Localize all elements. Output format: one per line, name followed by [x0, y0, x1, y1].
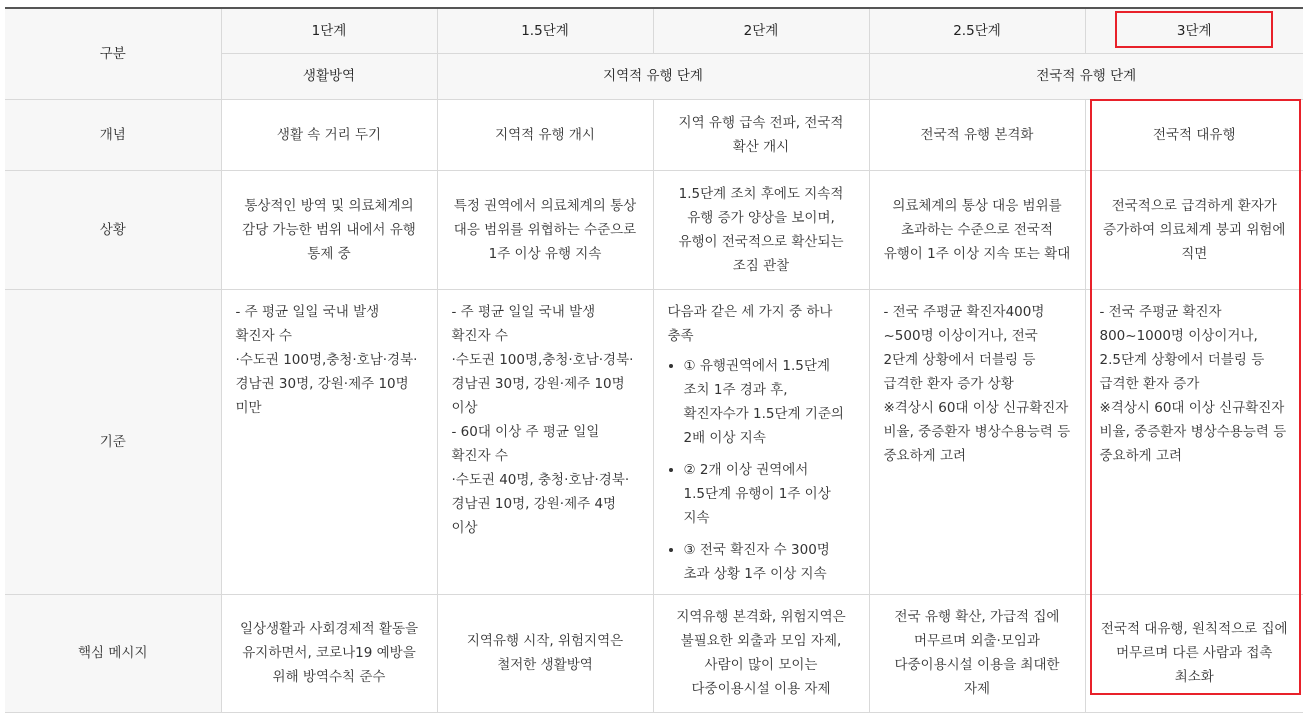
group-life-quarantine: 생활방역: [221, 53, 437, 99]
situation-cell: 의료체계의 통상 대응 범위를 초과하는 수준으로 전국적 유행이 1주 이상 지속 또는 확대: [869, 170, 1085, 289]
criteria-line: ·수도권 40명, 충청·호남·경북·경남권 10명, 강원·제주 4명 이상: [451, 471, 630, 536]
criteria-list-item: • ① 유행권역에서 1.5단계 조치 1주 경과 후, 확진자수가 1.5단계 기준의 2배 이상 지속: [684, 354, 855, 450]
message-cell: 전국적 대유행, 원칙적으로 집에 머무르며 다른 사람과 접촉 최소화: [1085, 594, 1303, 712]
row-label-situation: 상황: [5, 170, 221, 289]
situation-cell: 특정 권역에서 의료체계의 통상 대응 범위를 위협하는 수준으로 1주 이상 유행 지속: [437, 170, 653, 289]
criteria-line: - 전국 주평균 확진자 800~1000명 이상이거나, 2.5단계 상황에서 더블링 등 급격한 환자 증가: [1099, 303, 1265, 392]
message-cell: 전국 유행 확산, 가급적 집에 머무르며 외출·모임과 다중이용시설 이용을 최대한 자제: [869, 594, 1085, 712]
criteria-line: - 60대 이상 주 평균 일일 확진자 수: [451, 423, 600, 464]
situation-cell: 통상적인 방역 및 의료체계의 감당 가능한 범위 내에서 유행 통제 중: [221, 170, 437, 289]
stage-2-5-header: 2.5단계: [869, 8, 1085, 53]
concept-cell: 생활 속 거리 두기: [221, 99, 437, 170]
group-regional-epidemic: 지역적 유행 단계: [437, 53, 869, 99]
row-label-criteria: 기준: [5, 289, 221, 594]
message-cell: 지역유행 시작, 위험지역은 철저한 생활방역: [437, 594, 653, 712]
concept-cell: 전국적 유행 본격화: [869, 99, 1085, 170]
distancing-stage-table: [5, 7, 1303, 713]
message-cell: 지역유행 본격화, 위험지역은 불필요한 외출과 모임 자제, 사람이 많이 모이는 다중이용시설 이용 자제: [653, 594, 869, 712]
criteria-cell-stage-2: [653, 289, 869, 594]
criteria-line: - 주 평균 일일 국내 발생 확진자 수: [235, 303, 380, 344]
stage-1-header: 1단계: [221, 8, 437, 53]
concept-cell: 지역적 유행 개시: [437, 99, 653, 170]
criteria-line: ·수도권 100명,충청·호남·경북·경남권 30명, 강원·제주 10명 미만: [235, 351, 418, 416]
criteria-list-item: • ③ 전국 확진자 수 300명 초과 상황 1주 이상 지속: [684, 538, 855, 586]
criteria-line: - 주 평균 일일 국내 발생 확진자 수: [451, 303, 596, 344]
criteria-line: - 전국 주평균 확진자400명 ~500명 이상이거나, 전국 2단계 상황에서 더블링 등 급격한 환자 증가 상황: [883, 303, 1045, 392]
message-cell: 일상생활과 사회경제적 활동을 유지하면서, 코로나19 예방을 위해 방역수칙 준수: [221, 594, 437, 712]
criteria-cell-stage-1-5: [437, 289, 653, 594]
row-label-concept: 개념: [5, 99, 221, 170]
concept-cell: 전국적 대유행: [1085, 99, 1303, 170]
situation-cell: 전국적으로 급격하게 환자가 증가하여 의료체계 붕괴 위험에 직면: [1085, 170, 1303, 289]
criteria-line: ·수도권 100명,충청·호남·경북·경남권 30명, 강원·제주 10명 이상: [451, 351, 634, 416]
stage-1-5-header: 1.5단계: [437, 8, 653, 53]
criteria-cell-stage-3: [1085, 289, 1303, 594]
criteria-line: ※격상시 60대 이상 신규확진자 비율, 중증환자 병상수용능력 등 중요하게 고려: [1099, 399, 1287, 464]
situation-cell: 1.5단계 조치 후에도 지속적 유행 증가 양상을 보이며, 유행이 전국적으로 확산되는 조짐 관찰: [653, 170, 869, 289]
criteria-cell-stage-1: [221, 289, 437, 594]
criteria-line: ※격상시 60대 이상 신규확진자 비율, 중증환자 병상수용능력 등 중요하게 고려: [883, 399, 1071, 464]
criteria-list-item: • ② 2개 이상 권역에서 1.5단계 유행이 1주 이상 지속: [684, 458, 855, 530]
row-label-message: 핵심 메시지: [5, 594, 221, 712]
criteria-intro: 다음과 같은 세 가지 중 하나 충족: [667, 303, 833, 344]
criteria-list: [668, 354, 855, 586]
concept-cell: 지역 유행 급속 전파, 전국적 확산 개시: [653, 99, 869, 170]
stage-3-header: 3단계: [1085, 8, 1303, 53]
criteria-cell-stage-2-5: [869, 289, 1085, 594]
stage-2-header: 2단계: [653, 8, 869, 53]
group-national-epidemic: 전국적 유행 단계: [869, 53, 1303, 99]
header-label: 구분: [5, 8, 221, 99]
